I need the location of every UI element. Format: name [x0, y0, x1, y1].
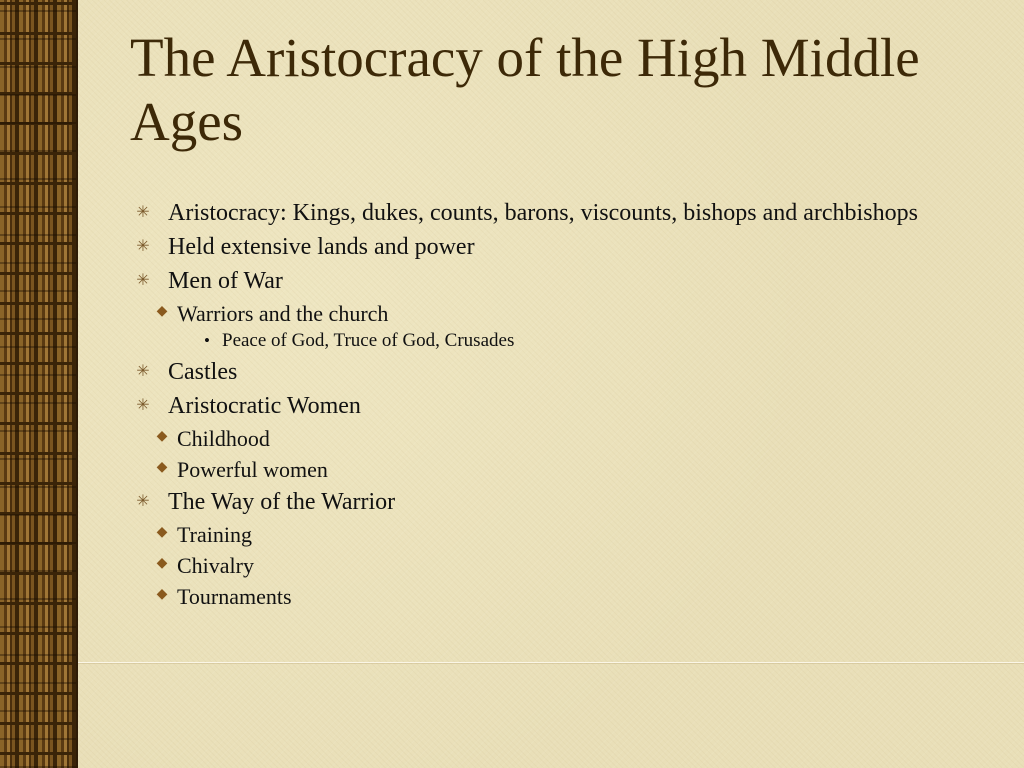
asterisk-bullet-icon: ✳ [136, 493, 150, 510]
sub-bullet-text: Powerful women [177, 457, 328, 482]
bullet-item [132, 234, 992, 261]
asterisk-bullet-icon: ✳ [136, 238, 150, 255]
bullet-text: The Way of the Warrior [168, 489, 396, 515]
bullet-text: Aristocracy: Kings, dukes, counts, barons, viscounts, bishops and archbishops [168, 200, 918, 226]
bullet-text: Castles [168, 359, 238, 385]
sub-bullet-text: Childhood [177, 426, 270, 451]
sub-bullet-list [156, 522, 992, 609]
sub-bullet-item [132, 584, 992, 609]
asterisk-bullet-icon: ✳ [136, 272, 150, 289]
bullet-text: Aristocratic Women [168, 393, 361, 419]
sub-sub-bullet-item [132, 330, 992, 352]
decorative-side-border [0, 0, 78, 768]
sub-bullet-item [132, 522, 992, 547]
asterisk-bullet-icon: ✳ [136, 363, 150, 380]
bullet-text: Men of War [168, 268, 283, 294]
bullet-text: Held extensive lands and power [168, 234, 475, 260]
sub-bullet-text: Training [177, 522, 252, 547]
bullet-item [132, 489, 992, 609]
bullet-item [132, 359, 992, 386]
sub-bullet-list [156, 426, 992, 482]
sub-bullet-text: Warriors and the church [177, 301, 389, 326]
bullet-item [132, 268, 992, 352]
slide-title: The Aristocracy of the High Middle Ages [130, 27, 920, 152]
diamond-bullet-icon: ◆ [156, 429, 168, 444]
bullet-item [132, 200, 992, 227]
diamond-bullet-icon: ◆ [156, 525, 168, 540]
diamond-bullet-icon: ◆ [156, 304, 168, 319]
asterisk-bullet-icon: ✳ [136, 397, 150, 414]
sub-bullet-text: Chivalry [177, 553, 254, 578]
bullet-item [132, 393, 992, 482]
sub-bullet-item [132, 553, 992, 578]
sub-bullet-item [132, 301, 992, 352]
footer-divider [78, 662, 1024, 663]
sub-sub-bullet-list [177, 330, 992, 352]
bullet-list [132, 200, 992, 609]
sub-bullet-list [156, 301, 992, 352]
dot-bullet-icon: • [204, 331, 210, 350]
sub-bullet-text: Tournaments [177, 584, 292, 609]
asterisk-bullet-icon: ✳ [136, 204, 150, 221]
sub-bullet-item [132, 457, 992, 482]
diamond-bullet-icon: ◆ [156, 556, 168, 571]
diamond-bullet-icon: ◆ [156, 460, 168, 475]
diamond-bullet-icon: ◆ [156, 587, 168, 602]
sub-sub-bullet-text: Peace of God, Truce of God, Crusades [222, 330, 515, 351]
slide-content [132, 200, 992, 616]
sub-bullet-item [132, 426, 992, 451]
